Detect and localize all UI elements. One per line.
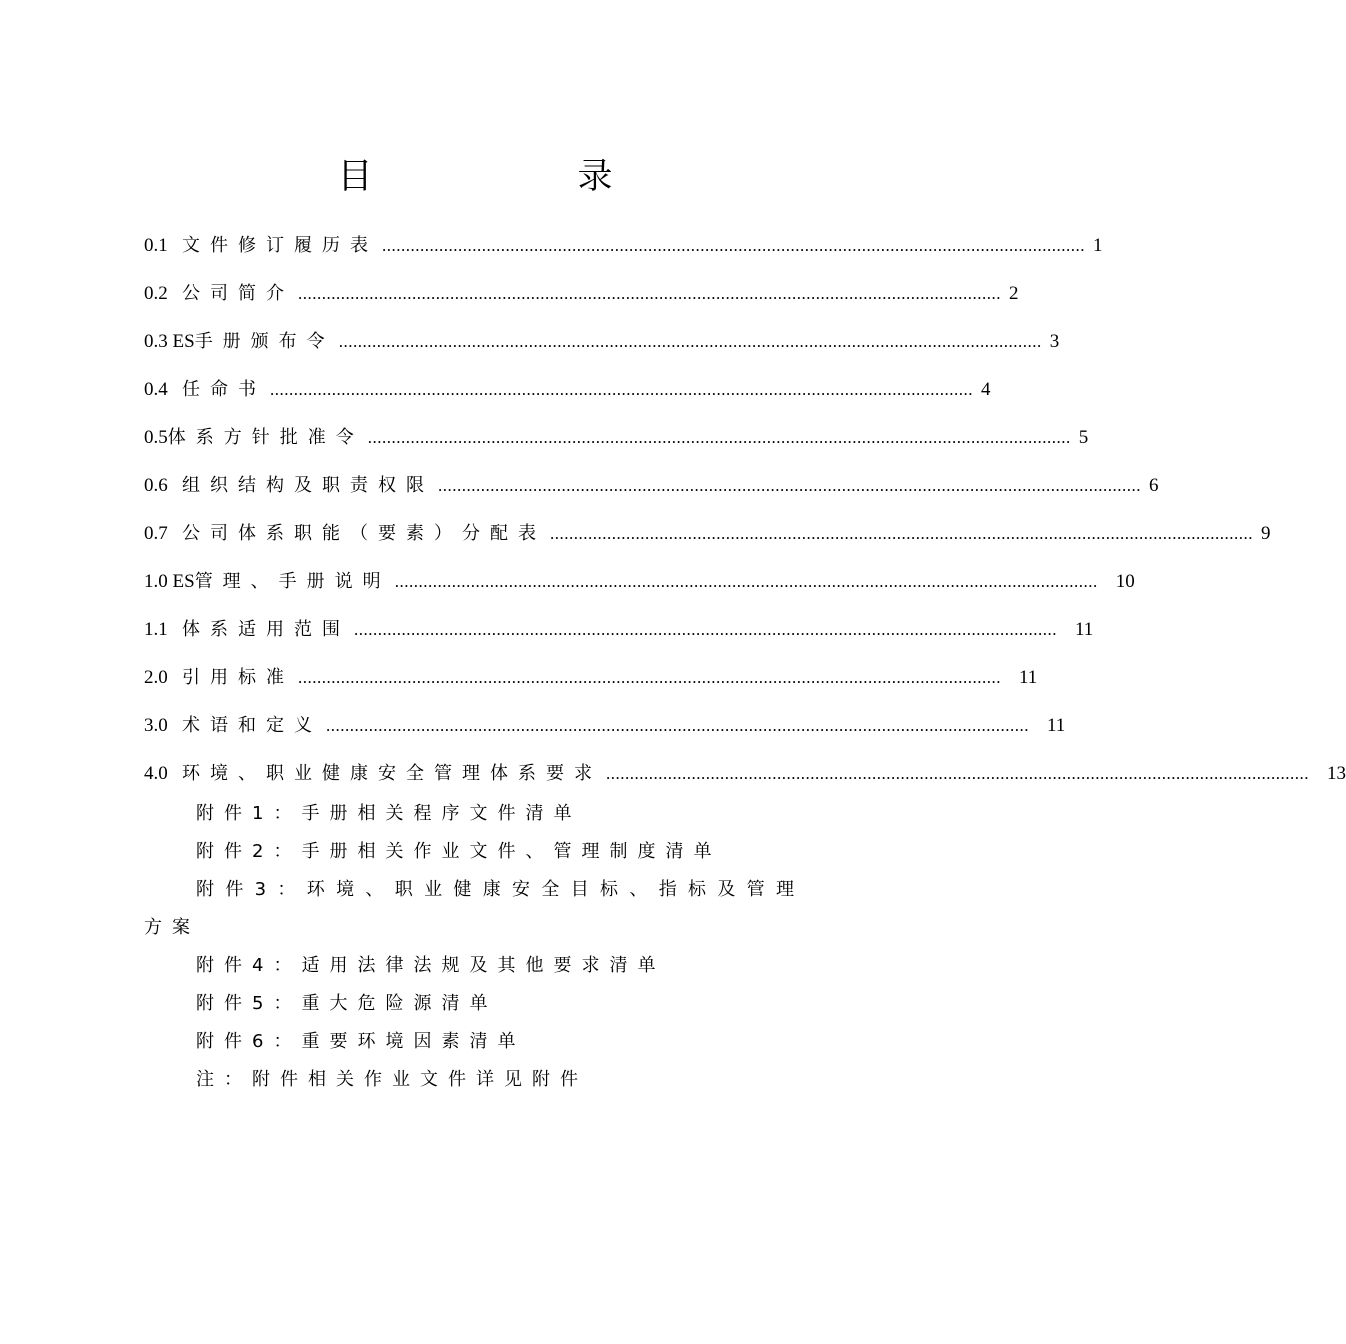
toc-leader: .................................................................................................................................................... <box>394 572 1098 591</box>
appendix-item: 附件1：手册相关程序文件清单 <box>196 803 582 824</box>
toc-title: 管理、手册说明 <box>194 571 391 592</box>
toc-title: 公司简介 <box>182 283 294 304</box>
toc-entry[interactable] <box>144 750 1346 798</box>
appendix-item: 附件5：重大危险源清单 <box>196 993 498 1014</box>
table-of-contents <box>144 222 1346 798</box>
toc-title: 手册颁布令 <box>194 331 335 352</box>
toc-number: 1.0 ES <box>144 571 195 592</box>
toc-page-number: 6 <box>1149 475 1159 496</box>
page-title <box>0 155 950 199</box>
toc-entry[interactable] <box>144 270 1019 318</box>
toc-page-number: 3 <box>1049 331 1060 352</box>
toc-number: 3.0 <box>144 715 182 736</box>
toc-leader: .................................................................................................................................................... <box>550 524 1253 543</box>
toc-leader: .................................................................................................................................................... <box>298 668 1001 687</box>
toc-page-number: 11 <box>1019 667 1038 688</box>
toc-title: 引用标准 <box>182 667 294 688</box>
toc-title: 组织结构及职责权限 <box>182 475 434 496</box>
appendix-note: 注：附件相关作业文件详见附件 <box>196 1069 588 1090</box>
toc-entry[interactable] <box>144 318 1060 366</box>
appendix-item: 附件6：重要环境因素清单 <box>196 1031 526 1052</box>
toc-entry[interactable] <box>144 462 1159 510</box>
toc-entry[interactable] <box>144 558 1135 606</box>
toc-page-number: 5 <box>1078 427 1089 448</box>
toc-leader: .................................................................................................................................................... <box>270 380 973 399</box>
toc-entry[interactable] <box>144 702 1066 750</box>
toc-page-number: 9 <box>1261 523 1271 544</box>
toc-entry[interactable] <box>144 366 991 414</box>
toc-number: 0.3 ES <box>144 331 195 352</box>
toc-page-number: 11 <box>1047 715 1066 736</box>
toc-title: 任命书 <box>182 379 266 400</box>
toc-entry[interactable] <box>144 654 1038 702</box>
toc-entry[interactable] <box>144 606 1094 654</box>
toc-leader: .................................................................................................................................................... <box>326 716 1029 735</box>
toc-number: 0.6 <box>144 475 182 496</box>
toc-leader: .................................................................................................................................................... <box>354 620 1057 639</box>
toc-number: 0.5 <box>144 427 168 448</box>
appendix-item: 附件3：环境、职业健康安全目标、指标及管理方案 <box>144 879 804 938</box>
toc-page-number: 4 <box>981 379 991 400</box>
toc-title: 术语和定义 <box>182 715 322 736</box>
toc-number: 1.1 <box>144 619 182 640</box>
toc-title: 体系方针批准令 <box>167 427 364 448</box>
title-char-2: 录 <box>577 157 613 197</box>
toc-page-number: 13 <box>1327 763 1346 784</box>
toc-leader: .................................................................................................................................................... <box>338 332 1042 351</box>
toc-title: 文件修订履历表 <box>182 235 378 256</box>
toc-entry[interactable] <box>144 222 1103 270</box>
toc-title: 体系适用范围 <box>182 619 350 640</box>
appendix-list <box>144 795 804 1099</box>
toc-number: 0.7 <box>144 523 182 544</box>
toc-title: 环境、职业健康安全管理体系要求 <box>182 763 602 784</box>
toc-number: 0.4 <box>144 379 182 400</box>
toc-entry[interactable] <box>144 414 1089 462</box>
toc-entry[interactable] <box>144 510 1271 558</box>
toc-page-number: 11 <box>1075 619 1094 640</box>
toc-leader: .................................................................................................................................................... <box>298 284 1001 303</box>
toc-page-number: 1 <box>1093 235 1103 256</box>
title-char-1: 目 <box>337 157 373 197</box>
toc-number: 0.2 <box>144 283 182 304</box>
toc-number: 0.1 <box>144 235 182 256</box>
appendix-item: 附件4：适用法律法规及其他要求清单 <box>196 955 666 976</box>
toc-leader: .................................................................................................................................................... <box>382 236 1085 255</box>
appendix-item: 附件2：手册相关作业文件、管理制度清单 <box>196 841 722 862</box>
toc-number: 2.0 <box>144 667 182 688</box>
toc-leader: .................................................................................................................................................... <box>438 476 1141 495</box>
toc-page-number: 10 <box>1115 571 1135 592</box>
toc-leader: .................................................................................................................................................... <box>606 764 1309 783</box>
toc-number: 4.0 <box>144 763 182 784</box>
toc-page-number: 2 <box>1009 283 1019 304</box>
toc-title: 公司体系职能（要素）分配表 <box>182 523 546 544</box>
toc-leader: .................................................................................................................................................... <box>367 428 1071 447</box>
